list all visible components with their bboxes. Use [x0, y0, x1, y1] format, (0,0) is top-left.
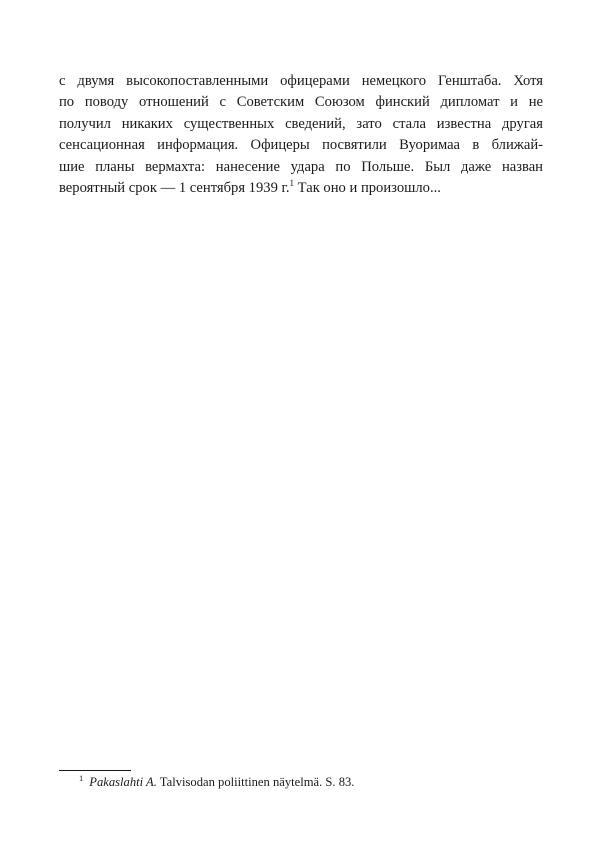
footnote-reference: 1	[289, 178, 295, 189]
text-line-1: с двумя высокопоставленными офицерами немецкого Генштаба. Хотя	[59, 73, 543, 89]
footnote-text: Talvisodan poliittinen näytelmä. S. 83.	[156, 775, 355, 789]
footnote-marker: 1	[79, 773, 84, 783]
text-line-6-start: вероятный срок — 1 сентября 1939 г.	[59, 180, 290, 197]
footnote-separator	[59, 770, 131, 771]
footnote	[79, 774, 354, 790]
text-line-2: по поводу отношений с Советским Союзом финский дипломат и не	[59, 94, 543, 111]
footnote-author: Pakaslahti A.	[89, 775, 157, 789]
text-line-4: сенсационная информация. Офицеры посвятили Вуоримаа в ближай-	[59, 137, 543, 154]
text-line-5: шие планы вермахта: нанесение удара по Польше. Был даже назван	[59, 158, 543, 175]
text-line-6-end: Так оно и произошло...	[294, 180, 441, 197]
text-line-6	[59, 178, 543, 199]
text-line-3: получил никаких существенных сведений, зато стала известна другая	[59, 115, 543, 132]
body-paragraph	[59, 71, 543, 199]
